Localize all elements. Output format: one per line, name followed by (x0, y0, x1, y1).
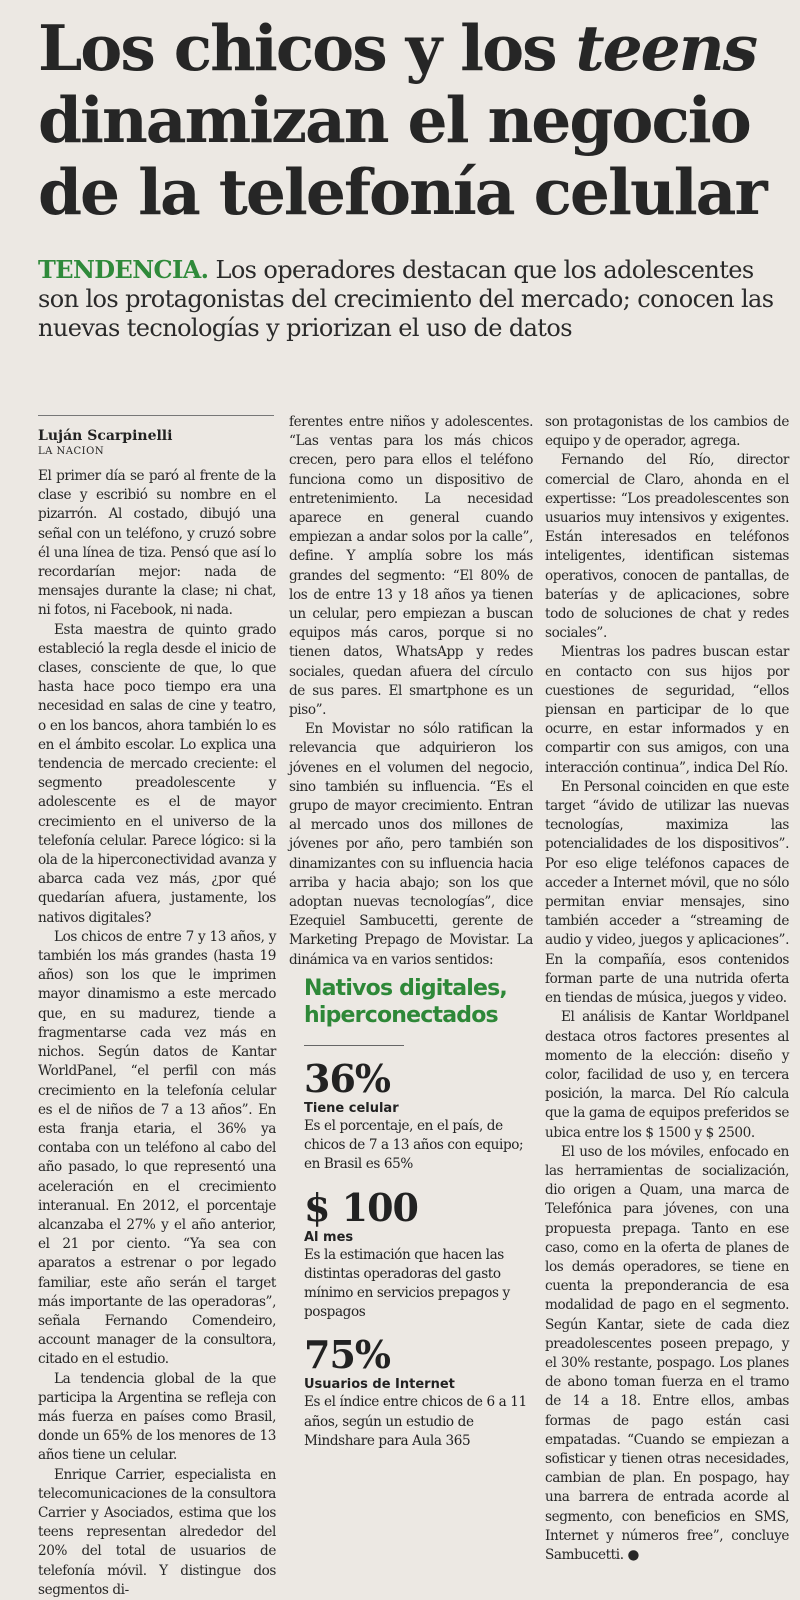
paragraph: Los chicos de entre 7 y 13 años, y también los más grandes (hasta 19 años) son los que le imprimen mayor dinamismo a este mercado que, en su madurez, tiende a fragmentarse cada vez más en nichos. Según datos de Kantar WorldPanel, “el perfil con más crecimiento en la telefonía celular es el de niños de 7 a 13 años”. En esta franja etaria, el 36% ya contaba con un teléfono al cabo del año pasado, lo que representó una aceleración en el crecimiento interanual. En 2012, el porcentaje alcanzaba el 27% y el año anterior, el 21 por ciento. “Ya sea con aparatos a estrenar o por legado familiar, este año serán el target más importante de las operadoras”, señala Fernando Comendeiro, account manager de la consultora, citado en el estudio. (38, 928, 276, 1368)
paragraph: ferentes entre niños y adolescentes. “Las ventas para los más chicos crecen, pero para ellos el teléfono funciona como un dispositivo de entretenimiento. La necesidad aparece en general cuando empiezan a andar solos por la calle”, define. Y amplía sobre los más grandes del segmento: “El 80% de los de entre 13 y 18 años ya tienen un celular, pero empiezan a buscan equipos más caros, porque si no tienen datos, WhatsApp y redes sociales, quedan afuera del círculo de sus pares. El smartphone es un piso”. (289, 414, 533, 719)
stat-value: 75% (304, 1332, 390, 1378)
byline-author: Luján Scarpinelli (38, 428, 173, 444)
sidebar-title: Nativos digitales, hiperconectados (304, 976, 507, 1028)
sidebar-box (304, 975, 529, 1451)
byline-rule (38, 415, 274, 416)
stat-value: 36% (304, 1056, 390, 1101)
byline (38, 428, 278, 458)
stat-label: Usuarios de Internet (304, 1377, 455, 1393)
headline-line1-pre: Los chicos y los (38, 11, 576, 85)
paragraph: El primer día se paró al frente de la clase y escribió su nombre en el pizarrón. Al costado, dibujó una señal con un teléfono, y cruzó sobre él una línea de tiza. Pensó que así lo recordarían mejor: nada de mensajes durante la clase; ni chat, ni fotos, ni Facebook, ni nada. (38, 468, 276, 619)
stat-label: Al mes (304, 1229, 354, 1245)
headline-line3: de la telefonía celular (38, 155, 766, 229)
stat-item (304, 1334, 529, 1451)
paragraph: El uso de los móviles, enfocado en las herramientas de socialización, dio origen a Quam, una marca de Telefónica para jóvenes, con una propuesta prepaga. Tanto en ese caso, como en la oferta de planes de los demás operadores, se tiene en cuenta la preponderancia de esa modalidad de pago en el segmento. Según Kantar, siete de cada diez preadolescentes poseen prepago, y el 30% restante, pospago. Los planes de abono toman fuerza en el tramo de 14 a 18. Entre ellos, ambas formas de pago están casi empatadas. “Cuando se empiezan a sofisticar y tienen otras necesidades, cambian de plan. En pospago, hay una barrera de entrada acorde al segmento, con beneficios en SMS, Internet y números free”, concluye Sambucetti. ● (545, 1143, 789, 1563)
article-column-1 (38, 467, 276, 1600)
paragraph: En Personal coinciden en que este target “ávido de utilizar las nuevas tecnologías, maximiza las potencialidades de los dispositivos”. Por eso elige teléfonos capaces de acceder a Internet móvil, que no sólo permitan enviar mensajes, sino también acceder a “streaming de audio y video, juegos y aplicaciones”. En la compañía, esos contenidos forman parte de una nutrida oferta en tiendas de música, juegos y video. (545, 778, 789, 1007)
stat-description: Es el porcentaje, en el país, de chicos de 7 a 13 años con equipo; en Brasil es 65% (304, 1118, 524, 1173)
deck-tag: TENDENCIA. (38, 255, 209, 284)
paragraph: En Movistar no sólo ratifican la relevancia que adquirieron los jóvenes en el volumen del negocio, sino también su influencia. “Es el grupo de mayor crecimiento. Entran al mercado unos dos millones de jóvenes por año, pero también son dinamizantes con su influencia hacia arriba y hacia abajo; son los que adoptan nuevas tecnologías”, dice Ezequiel Sambucetti, gerente de Marketing Prepago de Movistar. La dinámica va en varios sentidos: (289, 721, 533, 968)
byline-outlet: LA NACION (38, 446, 105, 457)
headline (38, 12, 788, 228)
paragraph: El análisis de Kantar Worldpanel destaca otros factores presentes al momento de la elección: diseño y color, facilidad de uso y, en tercera posición, la marca. Del Río calcula que la gama de equipos preferidos se ubica entre los $ 1500 y $ 2500. (545, 1009, 789, 1141)
stat-item (304, 1184, 529, 1323)
deck-text: Los operadores destacan que los adolescentes son los protagonistas del crecimiento del mercado; conocen las nuevas tecnologías y priorizan el uso de datos (38, 256, 774, 342)
sidebar-rule (304, 1045, 404, 1046)
paragraph: son protagonistas de los cambios de equipo y de operador, agrega. (545, 414, 789, 450)
stat-description: Es el índice entre chicos de 6 a 11 años, según un estudio de Mindshare para Aula 365 (304, 1394, 527, 1449)
paragraph: Fernando del Río, director comercial de Claro, ahonda en el expertisse: “Los preadolescentes son usuarios muy intensivos y exigentes. Están interesados en teléfonos inteligentes, identifican sistemas operativos, conocen de pantallas, de baterías y de aplicaciones, sobre todo de soluciones de chat y redes sociales”. (545, 452, 789, 642)
deck (38, 255, 793, 343)
headline-line1-em: teens (575, 11, 757, 85)
article-column-3 (545, 413, 789, 1565)
stat-label: Tiene celular (304, 1101, 399, 1116)
article-column-2 (289, 413, 533, 970)
paragraph: Esta maestra de quinto grado estableció la regla desde el inicio de clases, consciente de que, lo que hasta hace poco tiempo era una necesidad en salas de cine y teatro, o en los bancos, ahora también lo es en el ámbito escolar. Lo explica una tendencia de mercado creciente: el segmento preadolescente y adolescente es el de mayor crecimiento en el universo de la telefonía celular. Parece lógico: si la ola de la hiperconectividad avanza y abarca cada vez más, ¿por qué quedarían afuera, justamente, los nativos digitales? (38, 621, 276, 926)
stat-description: Es la estimación que hacen las distintas operadoras del gasto mínimo en servicios prepagos y pospagos (304, 1246, 510, 1321)
paragraph: La tendencia global de la que participa la Argentina se refleja con más fuerza en países como Brasil, donde un 65% de los menores de 13 años tiene un celular. (38, 1370, 276, 1464)
headline-line2: dinamizan el negocio (38, 83, 750, 157)
stat-value: $ 100 (304, 1184, 418, 1230)
paragraph: Enrique Carrier, especialista en telecomunicaciones de la consultora Carrier y Asociados, estima que los teens representan alrededor del 20% del total de usuarios de telefonía móvil. Y distingue dos segmentos di- (38, 1466, 276, 1598)
stat-item (304, 1058, 529, 1175)
paragraph: Mientras los padres buscan estar en contacto con sus hijos por cuestiones de seguridad, “ellos piensan en participar de lo que ocurre, en estar informados y en compartir con sus amigos, con una interacción continua”, indica Del Río. (545, 644, 789, 776)
